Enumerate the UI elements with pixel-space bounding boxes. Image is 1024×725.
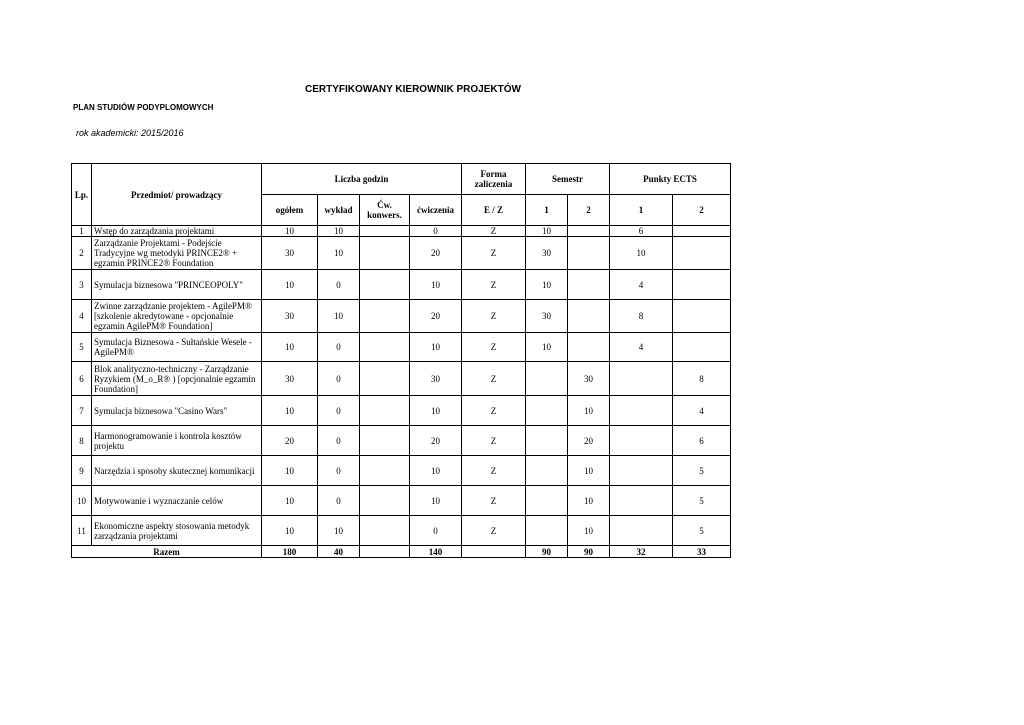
header-conv: Ćw. konwers. — [360, 195, 410, 226]
header-sem2: 2 — [568, 195, 610, 226]
row-conv — [360, 426, 410, 456]
row-exercises: 20 — [410, 237, 462, 270]
row-conv — [360, 237, 410, 270]
document-title: CERTYFIKOWANY KIEROWNIK PROJEKTÓW — [305, 84, 521, 95]
row-sem1 — [526, 396, 568, 426]
row-form: Z — [462, 362, 526, 396]
row-conv — [360, 396, 410, 426]
table-row — [72, 516, 731, 546]
row-form: Z — [462, 456, 526, 486]
row-subject: Symulacja biznesowa "Casino Wars" — [92, 396, 262, 426]
row-form: Z — [462, 270, 526, 300]
row-lp: 7 — [72, 396, 92, 426]
row-conv — [360, 226, 410, 237]
header-ects1: 1 — [610, 195, 673, 226]
row-sem2: 20 — [568, 426, 610, 456]
row-form: Z — [462, 516, 526, 546]
table-row — [72, 486, 731, 516]
row-subject: Blok analityczno-techniczny - Zarządzanie Ryzykiem (M_o_R® ) [opcjonalnie egzamin Foundation] — [92, 362, 262, 396]
table-row — [72, 237, 731, 270]
row-ects2: 8 — [673, 362, 731, 396]
row-sem2: 10 — [568, 456, 610, 486]
header-ects2: 2 — [673, 195, 731, 226]
row-sem2 — [568, 300, 610, 333]
row-conv — [360, 333, 410, 362]
row-lecture: 0 — [318, 426, 360, 456]
header-ez: E / Z — [462, 195, 526, 226]
row-lecture: 10 — [318, 226, 360, 237]
summary-sem2: 90 — [568, 546, 610, 558]
row-total: 30 — [262, 362, 318, 396]
row-ects2 — [673, 270, 731, 300]
summary-ects1: 32 — [610, 546, 673, 558]
row-lp: 8 — [72, 426, 92, 456]
summary-lecture: 40 — [318, 546, 360, 558]
row-sem1 — [526, 426, 568, 456]
row-lp: 1 — [72, 226, 92, 237]
row-ects2: 6 — [673, 426, 731, 456]
row-sem1: 30 — [526, 237, 568, 270]
header-form: Forma zaliczenia — [462, 164, 526, 195]
row-lecture: 0 — [318, 333, 360, 362]
header-semester: Semestr — [526, 164, 610, 195]
row-form: Z — [462, 333, 526, 362]
row-lp: 11 — [72, 516, 92, 546]
row-ects1 — [610, 362, 673, 396]
row-ects2: 4 — [673, 396, 731, 426]
row-conv — [360, 362, 410, 396]
summary-row — [72, 546, 731, 558]
row-exercises: 10 — [410, 270, 462, 300]
row-ects1: 4 — [610, 333, 673, 362]
row-total: 10 — [262, 226, 318, 237]
header-lecture: wykład — [318, 195, 360, 226]
row-conv — [360, 486, 410, 516]
row-ects1 — [610, 456, 673, 486]
table-row — [72, 456, 731, 486]
row-form: Z — [462, 486, 526, 516]
row-subject: Motywowanie i wyznaczanie celów — [92, 486, 262, 516]
row-total: 30 — [262, 237, 318, 270]
row-total: 10 — [262, 396, 318, 426]
row-exercises: 0 — [410, 226, 462, 237]
row-total: 30 — [262, 300, 318, 333]
summary-label: Razem — [72, 546, 262, 558]
row-total: 10 — [262, 270, 318, 300]
row-total: 10 — [262, 486, 318, 516]
row-total: 10 — [262, 456, 318, 486]
row-lecture: 0 — [318, 486, 360, 516]
row-lp: 5 — [72, 333, 92, 362]
row-lp: 10 — [72, 486, 92, 516]
row-subject: Symulacja Biznesowa - Sułtańskie Wesele - AgilePM® — [92, 333, 262, 362]
row-sem1 — [526, 362, 568, 396]
header-exercises: ćwiczenia — [410, 195, 462, 226]
summary-ects2: 33 — [673, 546, 731, 558]
row-subject: Narzędzia i sposoby skutecznej komunikacji — [92, 456, 262, 486]
table-row — [72, 226, 731, 237]
summary-sem1: 90 — [526, 546, 568, 558]
row-ects1: 4 — [610, 270, 673, 300]
row-ects2: 5 — [673, 516, 731, 546]
header-hours: Liczba godzin — [262, 164, 462, 195]
row-sem2: 10 — [568, 396, 610, 426]
row-form: Z — [462, 426, 526, 456]
row-total: 10 — [262, 333, 318, 362]
row-sem1: 10 — [526, 270, 568, 300]
row-sem2 — [568, 226, 610, 237]
table-row — [72, 300, 731, 333]
row-ects1: 10 — [610, 237, 673, 270]
row-ects2 — [673, 226, 731, 237]
row-subject: Zarządzanie Projektami - Podejście Tradycyjne wg metodyki PRINCE2® + egzamin PRINCE2® Foundation — [92, 237, 262, 270]
row-exercises: 30 — [410, 362, 462, 396]
summary-exercises: 140 — [410, 546, 462, 558]
row-lecture: 10 — [318, 237, 360, 270]
row-subject: Harmonogramowanie i kontrola kosztów projektu — [92, 426, 262, 456]
summary-total: 180 — [262, 546, 318, 558]
row-ects1 — [610, 486, 673, 516]
row-lecture: 0 — [318, 396, 360, 426]
row-sem1: 10 — [526, 333, 568, 362]
row-ects1: 6 — [610, 226, 673, 237]
row-lecture: 10 — [318, 300, 360, 333]
row-lp: 6 — [72, 362, 92, 396]
row-lecture: 10 — [318, 516, 360, 546]
header-total: ogółem — [262, 195, 318, 226]
header-subject: Przedmiot/ prowadzący — [92, 164, 262, 226]
row-lp: 9 — [72, 456, 92, 486]
document-subtitle: PLAN STUDIÓW PODYPLOMOWYCH — [73, 103, 214, 112]
row-subject: Symulacja biznesowa "PRINCEOPOLY" — [92, 270, 262, 300]
row-ects1 — [610, 516, 673, 546]
row-lecture: 0 — [318, 270, 360, 300]
row-exercises: 0 — [410, 516, 462, 546]
row-lp: 2 — [72, 237, 92, 270]
row-ects1: 8 — [610, 300, 673, 333]
row-form: Z — [462, 396, 526, 426]
row-ects2: 5 — [673, 486, 731, 516]
row-lecture: 0 — [318, 456, 360, 486]
row-lp: 4 — [72, 300, 92, 333]
row-sem2: 30 — [568, 362, 610, 396]
row-ects2 — [673, 333, 731, 362]
row-sem2: 10 — [568, 486, 610, 516]
row-conv — [360, 516, 410, 546]
row-sem2 — [568, 333, 610, 362]
row-exercises: 10 — [410, 456, 462, 486]
table-row — [72, 333, 731, 362]
row-form: Z — [462, 226, 526, 237]
table-row — [72, 396, 731, 426]
row-total: 20 — [262, 426, 318, 456]
academic-year: rok akademicki: 2015/2016 — [76, 128, 184, 138]
summary-conv — [360, 546, 410, 558]
row-sem1 — [526, 456, 568, 486]
row-exercises: 10 — [410, 396, 462, 426]
row-subject: Zwinne zarządzanie projektem - AgilePM® [szkolenie akredytowane - opcjonalnie egzamin AgilePM® Foundation] — [92, 300, 262, 333]
row-sem1: 10 — [526, 226, 568, 237]
row-sem2: 10 — [568, 516, 610, 546]
row-total: 10 — [262, 516, 318, 546]
row-ects2: 5 — [673, 456, 731, 486]
row-sem2 — [568, 270, 610, 300]
table-row — [72, 270, 731, 300]
row-ects2 — [673, 237, 731, 270]
header-sem1: 1 — [526, 195, 568, 226]
row-conv — [360, 300, 410, 333]
row-sem1 — [526, 486, 568, 516]
row-exercises: 20 — [410, 300, 462, 333]
study-plan-table — [71, 163, 731, 558]
header-ects: Punkty ECTS — [610, 164, 731, 195]
row-lecture: 0 — [318, 362, 360, 396]
row-ects2 — [673, 300, 731, 333]
row-sem1 — [526, 516, 568, 546]
row-exercises: 10 — [410, 333, 462, 362]
row-conv — [360, 456, 410, 486]
summary-form — [462, 546, 526, 558]
row-lp: 3 — [72, 270, 92, 300]
row-sem2 — [568, 237, 610, 270]
row-form: Z — [462, 237, 526, 270]
row-conv — [360, 270, 410, 300]
row-exercises: 20 — [410, 426, 462, 456]
row-form: Z — [462, 300, 526, 333]
header-lp: Lp. — [72, 164, 92, 226]
row-ects1 — [610, 396, 673, 426]
table-row — [72, 362, 731, 396]
row-subject: Wstęp do zarządzania projektami — [92, 226, 262, 237]
row-exercises: 10 — [410, 486, 462, 516]
table-row — [72, 426, 731, 456]
row-ects1 — [610, 426, 673, 456]
row-subject: Ekonomiczne aspekty stosowania metodyk zarządzania projektami — [92, 516, 262, 546]
row-sem1: 30 — [526, 300, 568, 333]
